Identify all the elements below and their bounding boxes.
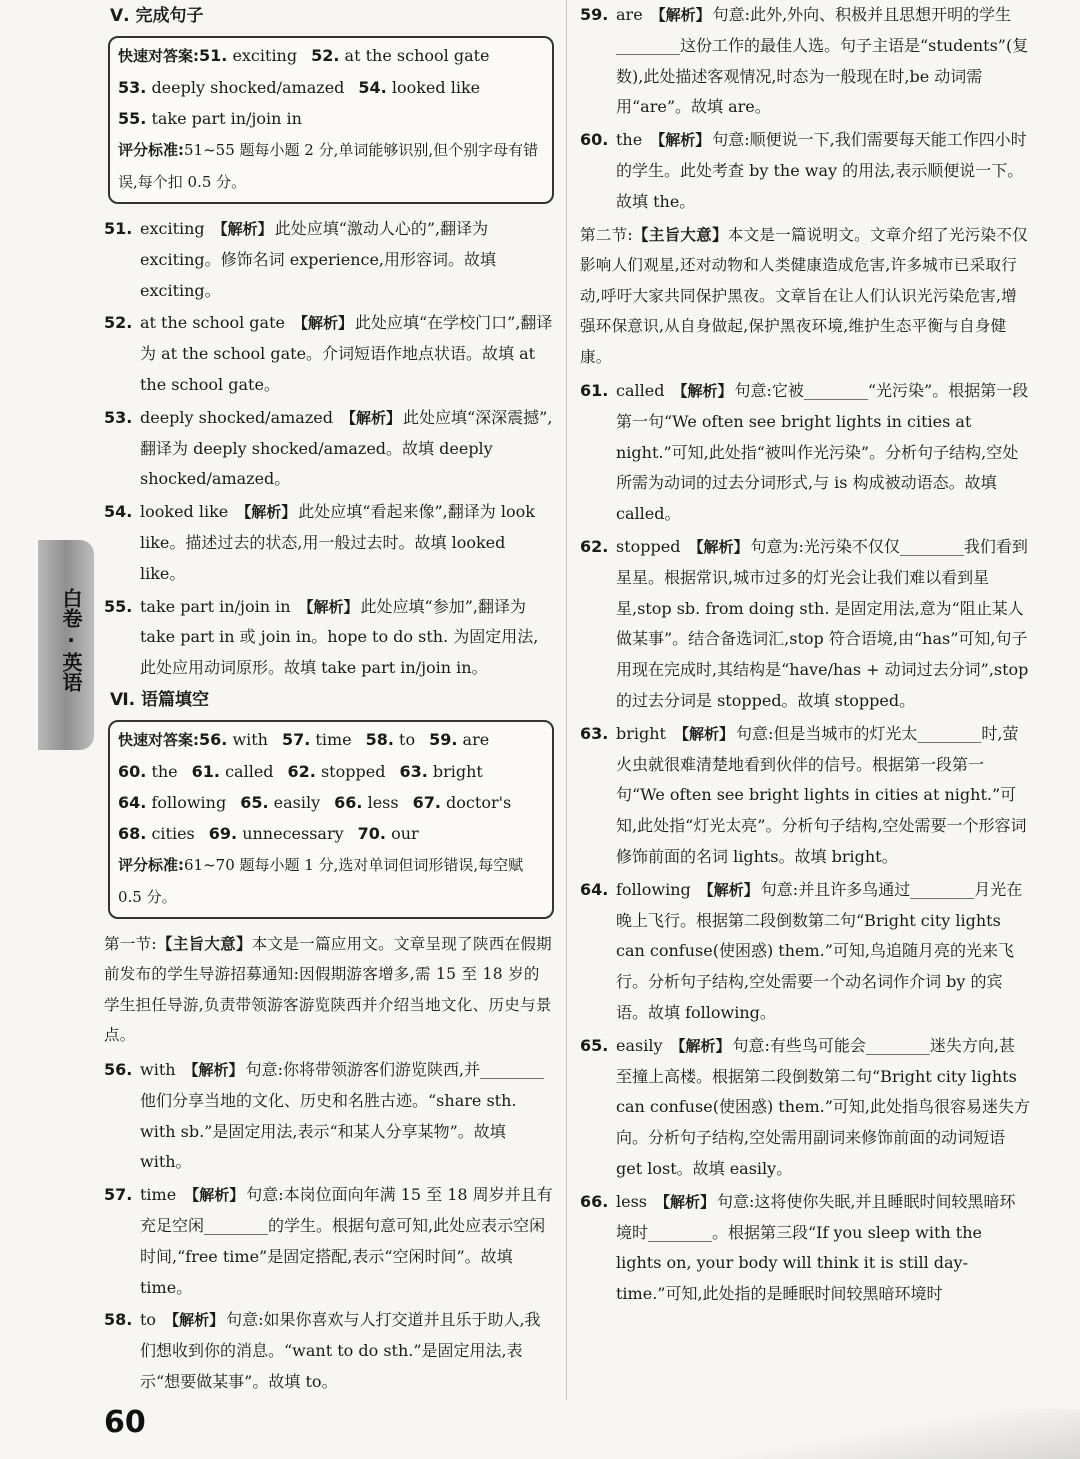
answer-num: 70. — [357, 823, 386, 843]
quick-answer-box-2 — [108, 720, 554, 919]
answer-text: easily — [273, 792, 321, 812]
scoring-standard — [118, 849, 545, 913]
item-text: 句意:顺便说一下,我们需要每天能工作四小时的学生。此处考查 by the way 的用法,表示顺便说一下。故填 the。 — [616, 130, 1027, 211]
answer-line — [118, 40, 545, 72]
answer-num: 67. — [412, 792, 441, 812]
item-number: 52. — [104, 313, 133, 333]
side-tab-label: 白卷·英语 — [59, 588, 83, 692]
item-number: 66. — [580, 1191, 609, 1211]
scoring-label: 评分标准: — [118, 141, 184, 159]
item-answer: called — [616, 381, 665, 401]
answer-text: take part in/join in — [151, 109, 302, 128]
item-text: 此处应填“深深震撼”,翻译为 deeply shocked/amazed。故填 deeply shocked/amazed。 — [140, 407, 553, 489]
answer-num: 57. — [281, 729, 311, 749]
item-text: 此处应填“激动人心的”,翻译为 exciting。修饰名词 experience,用形容词。故填 exciting。 — [140, 219, 497, 300]
answer-num: 61. — [191, 761, 220, 781]
right-column — [580, 0, 1030, 1312]
item-answer: take part in/join in — [140, 596, 291, 616]
scoring-text: 61~70 题每小题 1 分,选对单词但词形错误,每空赋 0.5 分。 — [118, 855, 524, 906]
analysis-tag: 【解析】 — [184, 1186, 245, 1205]
analysis-tag: 【解析】 — [212, 220, 273, 238]
quick-answer-label: 快速对答案: — [118, 47, 199, 65]
analysis-tag: 【解析】 — [183, 1060, 244, 1079]
item-answer: easily — [616, 1035, 663, 1055]
answer-num: 65. — [240, 792, 269, 812]
answer-line — [118, 818, 545, 849]
explanation-item — [580, 376, 1030, 530]
answer-text: time — [315, 729, 352, 749]
item-text: 句意:本岗位面向年满 15 至 18 周岁并且有充足空闲________的学生。根据句意可知,此处应表示空闲时间,“free time”是固定搭配,表示“空闲时间”。故填 time。 — [140, 1185, 553, 1297]
item-text: 句意为:光污染不仅仅________我们看到星星。根据常识,城市过多的灯光会让我们难以看到星星,stop sb. from doing sth. 是固定用法,意为“阻止某人做某事”。结合备选词汇,stop 符合语境,由“has”可知,句子用现在完成时,其结构是“have/has + 动词过去分词”,stop 的过去分词是 stopped。故填 stopped。 — [616, 537, 1029, 711]
left-column — [104, 0, 554, 1400]
item-number: 65. — [580, 1035, 609, 1055]
analysis-tag: 【解析】 — [340, 408, 401, 427]
analysis-tag: 【解析】 — [164, 1311, 225, 1330]
answer-num: 68. — [118, 823, 147, 843]
item-number: 63. — [580, 723, 609, 743]
paragraph-lead: 第一节: — [104, 934, 157, 953]
item-number: 56. — [104, 1059, 133, 1079]
answer-text: with — [232, 729, 268, 749]
item-number: 58. — [104, 1310, 133, 1330]
scoring-text: 51~55 题每小题 2 分,单词能够识别,但个别字母有错误,每个扣 0.5 分。 — [118, 141, 539, 191]
answer-text: the — [151, 761, 178, 781]
analysis-tag: 【解析】 — [650, 6, 711, 24]
column-divider — [566, 0, 567, 1400]
explanation-item — [104, 1305, 554, 1397]
main-idea-tag: 【主旨大意】 — [156, 934, 252, 953]
item-answer: with — [140, 1059, 176, 1079]
answer-num: 59. — [429, 729, 458, 749]
answer-text: cities — [151, 823, 195, 843]
answer-text: less — [367, 792, 399, 812]
scoring-label: 评分标准: — [118, 855, 184, 874]
item-text: 句意:它被________“光污染”。根据第一段第一句“We often see bright lights in cities at night.”可知,此处指“被叫作光污染”。分析句子结构,空处所需为动词的过去分词形式,与 is 构成被动语态。故填 called。 — [616, 381, 1029, 524]
explanation-item — [580, 0, 1030, 123]
item-answer: bright — [616, 723, 666, 743]
explanation-item — [104, 214, 554, 306]
analysis-tag: 【解析】 — [688, 538, 749, 557]
item-text: 句意:并且许多鸟通过________月光在晚上飞行。根据第二段倒数第二句“Bright city lights can confuse(使困惑) them.”可知,鸟追随月亮的光来飞行。分析句子结构,空处需要一个动名词作介词 by 的宾语。故填 following。 — [616, 879, 1023, 1023]
answer-num: 58. — [365, 729, 394, 749]
answer-text: called — [225, 761, 274, 781]
quick-answer-box-1 — [108, 36, 554, 204]
answer-num: 62. — [287, 761, 316, 781]
paragraph-lead: 第二节: — [580, 225, 633, 244]
answer-num: 66. — [334, 792, 363, 812]
analysis-tag: 【解析】 — [236, 503, 297, 522]
explanation-item — [104, 308, 554, 400]
answer-line — [118, 724, 545, 756]
analysis-tag: 【解析】 — [650, 131, 711, 150]
answer-num: 55. — [118, 109, 147, 128]
explanation-item — [580, 875, 1030, 1029]
item-text: 句意:有些鸟可能会________迷失方向,甚至撞上高楼。根据第二段倒数第二句“Bright city lights can confuse(使困惑) them.”可知,此处指鸟很容易迷失方向。分析句子结构,空处需用副词来修饰前面的动词短语 get lost。故填 easily。 — [616, 1035, 1030, 1178]
item-number: 51. — [104, 219, 133, 238]
main-idea-paragraph-2 — [580, 220, 1030, 373]
answer-text: deeply shocked/amazed — [151, 78, 345, 97]
answer-num: 53. — [118, 78, 147, 97]
explanation-item — [104, 1180, 554, 1303]
answer-text: looked like — [391, 78, 481, 97]
explanation-item — [580, 719, 1030, 873]
answer-num: 52. — [311, 46, 340, 65]
quick-answer-label: 快速对答案: — [118, 730, 199, 749]
answer-num: 54. — [358, 78, 387, 97]
answer-line — [118, 103, 545, 134]
item-text: 句意:但是当城市的灯光太________时,萤火虫就很难清楚地看到伙伴的信号。根据第一段第一句“We often see bright lights in cities at night.”可知,此处指“灯光太亮”。分析句子结构,空处需要一个形容词修饰前面的名词 lights。故填 bright。 — [616, 723, 1027, 867]
explanation-item — [104, 403, 554, 495]
item-answer: the — [616, 130, 643, 150]
item-number: 57. — [104, 1185, 133, 1205]
item-number: 62. — [580, 537, 609, 557]
explanation-item — [580, 1031, 1030, 1185]
section5-title: Ⅴ. 完成句子 — [110, 6, 204, 26]
section6-title: Ⅵ. 语篇填空 — [110, 689, 210, 710]
answer-num: 69. — [208, 823, 238, 843]
analysis-tag: 【解析】 — [292, 314, 353, 333]
item-answer: at the school gate — [140, 313, 285, 333]
page-curl-shadow — [720, 1409, 1080, 1459]
item-answer: looked like — [140, 502, 229, 522]
explanation-item — [104, 497, 554, 589]
answer-text: doctor's — [446, 792, 512, 812]
item-text: 此处应填“看起来像”,翻译为 look like。描述过去的状态,用一般过去时。故填 looked like。 — [140, 502, 535, 583]
explanation-item — [580, 125, 1030, 217]
answer-text: are — [462, 729, 490, 749]
item-number: 53. — [104, 407, 133, 427]
explanation-item — [104, 1055, 554, 1178]
main-idea-tag: 【主旨大意】 — [632, 225, 728, 244]
analysis-tag: 【解析】 — [298, 597, 359, 616]
answer-text: exciting — [232, 46, 298, 65]
explanation-item — [580, 532, 1030, 717]
paragraph-text: 本文是一篇应用文。文章呈现了陕西在假期前发布的学生导游招募通知:因假期游客增多,需 15 至 18 岁的学生担任导游,负责带领游客游览陕西并介绍当地文化、历史与景点。 — [104, 934, 552, 1045]
item-number: 59. — [580, 5, 609, 24]
item-number: 55. — [104, 596, 133, 616]
answer-num: 63. — [399, 761, 428, 781]
answer-text: stopped — [320, 761, 386, 781]
item-answer: less — [616, 1191, 648, 1211]
item-text: 句意:这将使你失眠,并且睡眠时间较黑暗环境时________。根据第三段“If you sleep with the lights on, your body will think it is still day-time.”可知,此处指的是睡眠时间较黑暗环境时 — [616, 1191, 1016, 1304]
item-text: 此处应填“参加”,翻译为 take part in 或 join in。hope to do sth. 为固定用法,此处应用动词原形。故填 take part in/join in。 — [140, 596, 539, 678]
answer-line — [118, 756, 545, 787]
main-idea-paragraph-1 — [104, 929, 554, 1051]
analysis-tag: 【解析】 — [655, 1192, 716, 1211]
item-answer: following — [616, 879, 691, 899]
side-tab — [38, 540, 94, 750]
analysis-tag: 【解析】 — [673, 724, 734, 743]
item-answer: exciting — [140, 219, 205, 238]
analysis-tag: 【解析】 — [670, 1036, 731, 1055]
answer-num: 64. — [118, 792, 147, 812]
item-answer: deeply shocked/amazed — [140, 407, 333, 427]
item-number: 54. — [104, 502, 133, 522]
item-text: 此处应填“在学校门口”,翻译为 at the school gate。介词短语作地点状语。故填 at the school gate。 — [140, 313, 553, 394]
analysis-tag: 【解析】 — [698, 880, 759, 899]
answer-num: 60. — [118, 761, 147, 781]
item-number: 61. — [580, 381, 609, 401]
answer-num: 56. — [199, 729, 228, 749]
answer-text: at the school gate — [344, 46, 490, 65]
answer-text: to — [399, 729, 416, 749]
answer-line — [118, 787, 545, 818]
item-text: 句意:你将带领游客们游览陕西,并________他们分享当地的文化、历史和名胜古迹。“share sth. with sb.”是固定用法,表示“和某人分享某物”。故填 with。 — [140, 1059, 545, 1172]
answer-num: 51. — [199, 46, 228, 65]
item-answer: stopped — [616, 537, 681, 557]
page-number: 60 — [104, 1405, 146, 1440]
item-answer: time — [140, 1185, 177, 1205]
item-answer: are — [616, 5, 643, 24]
item-text: 句意:如果你喜欢与人打交道并且乐于助人,我们想收到你的消息。“want to do sth.”是固定用法,表示“想要做某事”。故填 to。 — [140, 1310, 541, 1391]
analysis-tag: 【解析】 — [672, 382, 733, 401]
paragraph-text: 本文是一篇说明文。文章介绍了光污染不仅影响人们观星,还对动物和人类健康造成危害,许多城市已采取行动,呼吁大家共同保护黑夜。文章旨在让人们认识光污染危害,增强环保意识,从自身做起,保护黑夜环境,维护生态平衡与自身健康。 — [580, 225, 1028, 366]
item-number: 60. — [580, 130, 609, 150]
scoring-standard — [118, 134, 545, 198]
answer-text: unnecessary — [242, 823, 344, 843]
answer-text: following — [151, 792, 227, 812]
explanation-item — [580, 1187, 1030, 1310]
answer-text: bright — [432, 761, 483, 781]
answer-text: our — [391, 823, 419, 843]
explanation-item — [104, 592, 554, 684]
item-number: 64. — [580, 879, 609, 899]
item-answer: to — [140, 1310, 157, 1330]
item-text: 句意:此外,外向、积极并且思想开明的学生________这份工作的最佳人选。句子主语是“students”(复数),此处描述客观情况,时态为一般现在时,be 动词需用“are”。故填 are。 — [616, 5, 1029, 117]
answer-line — [118, 72, 545, 103]
